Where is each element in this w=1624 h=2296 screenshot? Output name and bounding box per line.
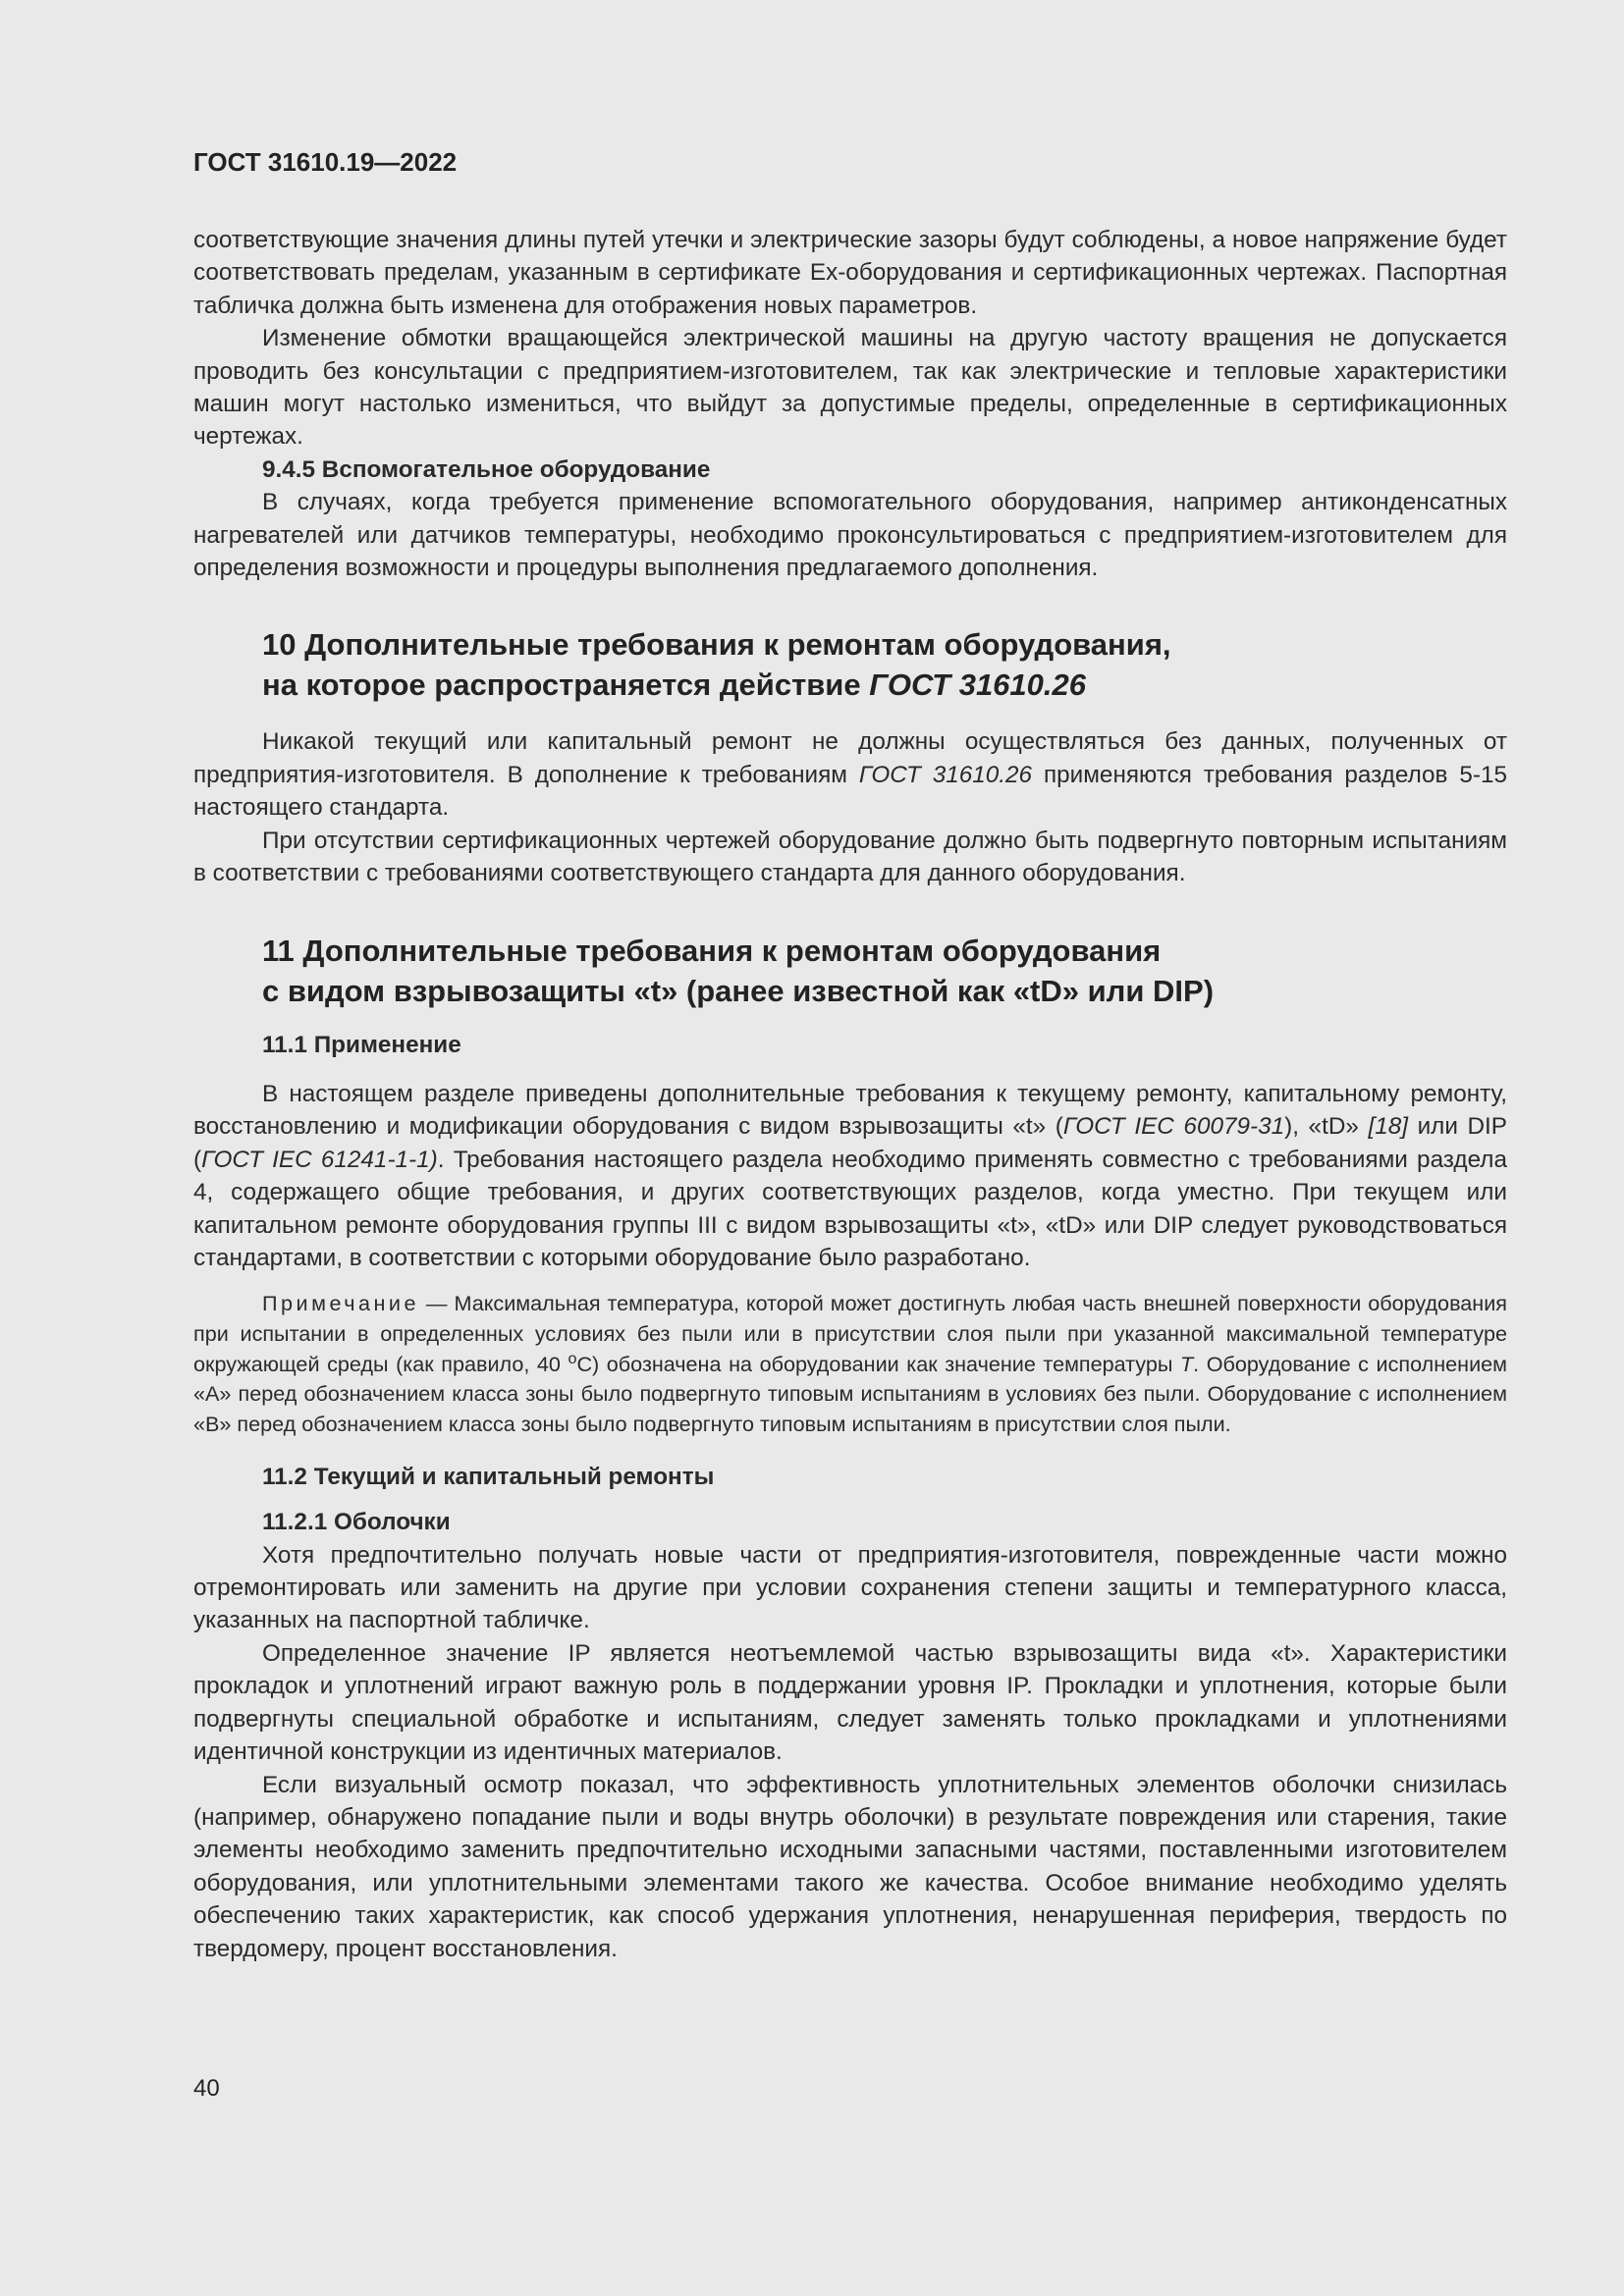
paragraph-3: В случаях, когда требуется применение вспомогательного оборудования, например антиконденсатных нагревателей или датчиков температуры, необходимо проконсультироваться с предприятием-изготовителем для определения возможности и процедуры выполнения предлагаемого дополнения. [193, 489, 1507, 582]
paragraph-6-text-c: ), «tD» [1284, 1113, 1369, 1141]
note-text-c: . Оборудование с исполнением «А» перед обозначением класса зоны было подвергнуто типовым испытаниям в условиях без пыли. Оборудование с исполнением «В» перед обозначением класса зоны было подвергнуто типовым испытаниям в присутствии слоя пыли. [193, 1351, 1508, 1437]
note-text-b: С) обозначена на оборудовании как значение температуры [576, 1351, 1180, 1376]
note-text-a: — Максимальная температура, которой может достигнуть любая часть внешней поверхности оборудования при испытании в определенных условиях без пыли или в присутствии слоя пыли при указанной максимальной температуре окружающей среды (как правило, 40 [193, 1291, 1507, 1376]
paragraph-4-text-a: Никакой текущий или капитальный ремонт не должны осуществляться без данных, полученных от предприятия-изготовителя. В дополнение к требованиям [193, 728, 1507, 788]
paragraph-1: соответствующие значения длины путей утечки и электрические зазоры будут соблюдены, а новое напряжение будет соответствовать пределам, указанным в сертификате Ex-оборудования и сертификационных чертежах. Паспортная табличка должна быть изменена для отображения новых параметров. [193, 227, 1507, 319]
section-11-title-line-2: с видом взрывозащиты «t» (ранее известной как «tD» или DIP) [262, 973, 1215, 1008]
note-paragraph [193, 1289, 1507, 1440]
note-temp-symbol: Т [1179, 1351, 1194, 1376]
section-10-title-line-1: 10 Дополнительные требования к ремонтам оборудования, [262, 627, 1171, 663]
paragraph-6-text-e: или DIP ( [193, 1113, 1508, 1173]
paragraph-9: Если визуальный осмотр показал, что эффективность уплотнительных элементов оболочки снизилась (например, обнаружено попадание пыли и воды внутрь оболочки) в результате повреждения или старения, такие элементы необходимо заменить предпочтительно исходными запасными частями, поставленными изготовителем оборудования, или уплотнительными элементами такого же качества. Особое внимание необходимо уделять обеспечению таких характеристик, как способ удержания уплотнения, ненарушенная периферия, твердость по твердомеру, процент восстановления. [193, 1771, 1507, 1962]
paragraph-4-standard-ref: ГОСТ 31610.26 [858, 761, 1033, 788]
paragraph-7: Хотя предпочтительно получать новые части от предприятия-изготовителя, поврежденные части можно отремонтировать или заменить на другие при условии сохранения степени защиты и температурного класса, указанных на паспортной табличке. [193, 1541, 1507, 1634]
document-body [193, 224, 1507, 1965]
paragraph-6-ref-iec-61241: ГОСТ IEC 61241-1-1) [201, 1146, 438, 1173]
subsection-11-1-title: 11.1 Применение [262, 1031, 461, 1058]
section-10-title-line-2-text: на которое распространяется действие [262, 667, 870, 703]
section-10-title-line-2 [262, 665, 1507, 705]
paragraph-6-ref-18: [18] [1368, 1113, 1408, 1141]
paragraph-4-text-c: применяются требования разделов 5-15 настоящего стандарта. [193, 761, 1507, 822]
subsection-9-4-5-title: 9.4.5 Вспомогательное оборудование [262, 455, 711, 483]
paragraph-6-text-g: . Требования настоящего раздела необходимо применять совместно с требованиями раздела 4, содержащего общие требования, и других соответствующих разделов, когда уместно. При текущем или капитальном ремонте оборудования группы III с видом взрывозащиты «t», «tD» или DIP следует руководствоваться стандартами, в соответствии с которыми оборудование было разработано. [193, 1146, 1507, 1271]
paragraph-6-text-a: В настоящем разделе приведены дополнительные требования к текущему ремонту, капитальному ремонту, восстановлению и модификации оборудования с видом взрывозащиты «t» ( [193, 1080, 1507, 1141]
paragraph-4 [193, 725, 1507, 824]
subsection-11-2-1-title: 11.2.1 Оболочки [262, 1509, 451, 1536]
section-10-title-standard-ref: ГОСТ 31610.26 [869, 667, 1087, 703]
subsection-11-2-title: 11.2 Текущий и капитальный ремонты [262, 1463, 715, 1490]
note-degree-sup: о [568, 1350, 577, 1367]
section-11-title [193, 931, 1507, 1011]
page-number: 40 [193, 2075, 220, 2102]
document-header: ГОСТ 31610.19—2022 [193, 147, 458, 177]
section-11-title-line-1: 11 Дополнительные требования к ремонтам оборудования [262, 933, 1162, 968]
note-label: Примечание [262, 1291, 419, 1316]
paragraph-5: При отсутствии сертификационных чертежей оборудование должно быть подвергнуто повторным испытаниям в соответствии с требованиями соответствующего стандарта для данного оборудования. [193, 827, 1507, 887]
paragraph-6-ref-iec-60079-31: ГОСТ IEC 60079-31 [1062, 1113, 1285, 1141]
paragraph-2: Изменение обмотки вращающейся электрической машины на другую частоту вращения не допускается проводить без консультации с предприятием-изготовителем, так как электрические и тепловые характеристики машин могут настолько измениться, что выйдут за допустимые пределы, определенные в сертификационных чертежах. [193, 325, 1507, 451]
paragraph-6 [193, 1078, 1507, 1274]
section-10-title [193, 624, 1507, 705]
paragraph-8: Определенное значение IP является неотъемлемой частью взрывозащиты вида «t». Характеристики прокладок и уплотнений играют важную роль в поддержании уровня IP. Прокладки и уплотнения, которые были подвергнуты специальной обработке и испытаниям, следует заменять только прокладками и уплотнениями идентичной конструкции из идентичных материалов. [193, 1639, 1507, 1766]
